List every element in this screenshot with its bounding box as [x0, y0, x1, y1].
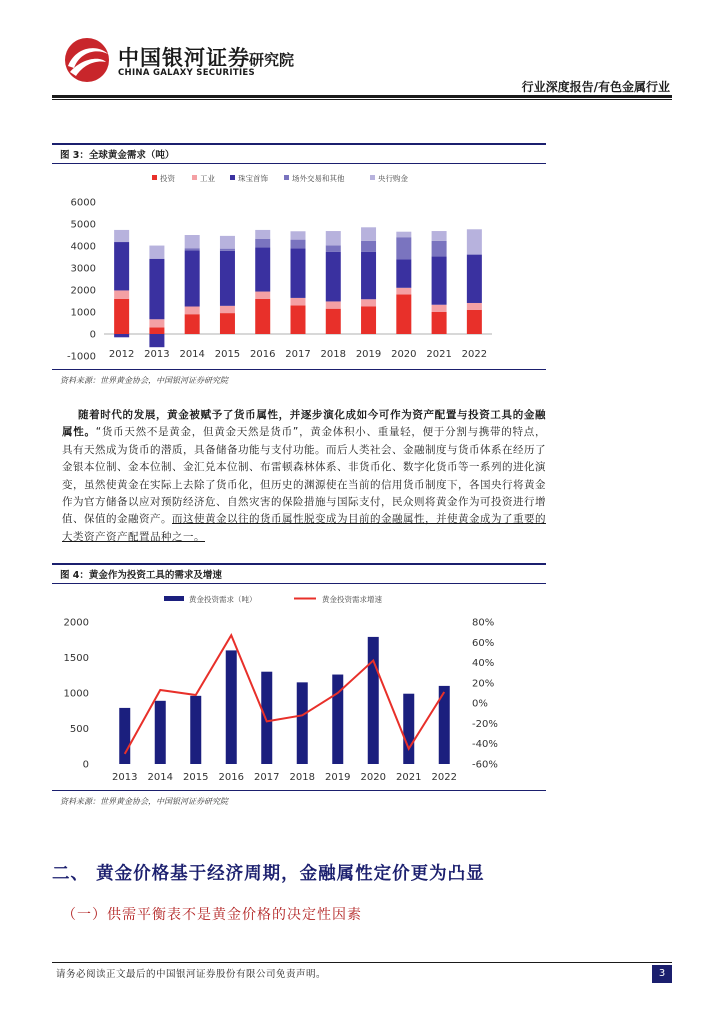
legend-swatch-4 [370, 175, 375, 180]
bar-segment-negative [114, 334, 129, 337]
bar-segment-4 [396, 232, 411, 238]
paragraph-body: “货币天然不是黄金，但黄金天然是货币”，黄金体积小、重量轻，便于分割与携带的特点，具有天然成为货币的潜质，具备储备功能与支付功能。而后人类社会、金融制度与货币体系在经历了金银本位制、金本位制、金汇兑本位制、布雷顿森林体系、非货币化、数字化货币等一系列的进化演变，虽然使黄金在实际上去除了货币化，但历史的渊源使在当前的信用货币制度下，各国央行将黄金作为官方储备以应对预防经济危、自然灾害的保险措施与国际支付，民众则将黄金作为可投资进行增值、保值的金融资产。 [62, 426, 547, 526]
bar-segment-2 [255, 248, 270, 292]
brand-name-cn: 中国银河证券 [118, 46, 250, 70]
figure3-top-rule [52, 143, 546, 145]
bar-segment-1 [185, 307, 200, 315]
y-left-tick-label: 1000 [63, 688, 89, 700]
y-right-tick-label: -40% [472, 739, 498, 751]
bar-segment-3 [291, 240, 306, 249]
x-tick-label: 2017 [285, 349, 311, 360]
x-tick-label: 2013 [112, 772, 138, 783]
bar-segment-1 [396, 288, 411, 295]
bar-segment-3 [255, 239, 270, 248]
investment-demand-bar [119, 708, 130, 764]
y-tick-label: 2000 [70, 285, 96, 297]
figure3-source: 资料来源：世界黄金协会，中国银河证券研究院 [60, 376, 228, 385]
figure3-title-rule [52, 163, 546, 164]
bar-segment-4 [255, 230, 270, 239]
bar-segment-0 [361, 307, 376, 335]
gold-investment-demand-chart [52, 586, 546, 788]
bar-segment-3 [432, 241, 447, 256]
y-tick-label: 3000 [70, 263, 96, 275]
legend-swatch-2 [230, 175, 235, 180]
y-tick-label: 0 [89, 329, 96, 341]
x-tick-label: 2019 [355, 349, 382, 360]
y-left-tick-label: 1500 [63, 653, 89, 664]
bar-segment-4 [467, 229, 482, 254]
legend-label-0: 投资 [160, 174, 175, 183]
figure3-title: 图 3：全球黄金需求（吨） [60, 150, 175, 161]
investment-demand-bar [368, 637, 379, 764]
legend-label-4: 央行购金 [378, 174, 408, 183]
brand-name-en: CHINA GALAXY SECURITIES [118, 68, 255, 78]
galaxy-logo-icon [62, 36, 112, 84]
x-tick-label: 2013 [144, 349, 170, 360]
bar-segment-0 [185, 314, 200, 334]
bar-segment-0 [149, 327, 164, 334]
bar-segment-2 [432, 256, 447, 304]
x-tick-label: 2020 [360, 772, 386, 783]
legend-label-2: 珠宝首饰 [238, 174, 268, 183]
investment-demand-bar [297, 682, 308, 764]
y-left-tick-label: 0 [82, 759, 89, 771]
figure4-title-rule [52, 583, 546, 584]
bar-segment-negative [149, 334, 164, 347]
x-tick-label: 2016 [218, 772, 244, 783]
bar-segment-0 [114, 299, 129, 334]
legend-swatch-0 [152, 175, 157, 180]
investment-demand-bar [155, 701, 166, 764]
bar-segment-0 [467, 310, 482, 334]
bar-segment-2 [291, 248, 306, 297]
bar-segment-3 [396, 237, 411, 259]
x-tick-label: 2022 [431, 772, 457, 783]
bar-segment-2 [220, 251, 235, 306]
bar-segment-3 [220, 249, 235, 251]
growth-rate-line [125, 635, 445, 754]
y-right-tick-label: 60% [472, 637, 495, 649]
legend-label-line: 黄金投资需求增速 [322, 595, 382, 604]
gold-demand-stacked-chart [52, 166, 546, 366]
bar-segment-4 [114, 230, 129, 242]
y-right-tick-label: 20% [472, 678, 495, 690]
x-tick-label: 2018 [289, 772, 315, 783]
bar-segment-0 [220, 313, 235, 334]
bar-segment-2 [326, 252, 341, 302]
y-tick-label: 6000 [70, 197, 96, 209]
bar-segment-1 [432, 305, 447, 312]
bar-segment-0 [396, 294, 411, 334]
bar-segment-1 [114, 290, 129, 298]
bar-segment-4 [361, 227, 376, 241]
investment-demand-bar [332, 675, 343, 764]
bar-segment-2 [149, 259, 164, 320]
bar-segment-2 [114, 242, 129, 290]
figure4-bottom-rule [52, 790, 546, 791]
x-tick-label: 2017 [254, 772, 280, 783]
investment-demand-bar [403, 694, 414, 764]
y-right-tick-label: -60% [472, 759, 498, 771]
bar-segment-0 [432, 312, 447, 334]
x-tick-label: 2016 [250, 349, 276, 360]
y-tick-label: 4000 [70, 241, 96, 253]
report-type-label: 行业深度报告/有色金属行业 [521, 80, 670, 94]
header-rule-thin [52, 99, 672, 100]
bar-segment-1 [255, 292, 270, 299]
bar-segment-2 [361, 252, 376, 299]
x-tick-label: 2015 [183, 772, 209, 783]
x-tick-label: 2021 [426, 349, 452, 360]
legend-label-bar: 黄金投资需求（吨） [189, 595, 257, 604]
paragraph-bold-lead: 随着时代的发展，黄金被赋予了货币属性，并逐步演化成如今可作为资产配置与投资工具的金融属性。 [62, 409, 547, 439]
x-tick-label: 2020 [391, 349, 417, 360]
y-tick-label: 1000 [70, 307, 96, 319]
figure4-top-rule [52, 563, 546, 565]
legend-swatch-3 [284, 175, 289, 180]
investment-demand-bar [190, 696, 201, 764]
y-right-tick-label: 80% [472, 617, 495, 629]
bar-segment-1 [467, 303, 482, 310]
bar-segment-0 [291, 305, 306, 334]
bar-segment-1 [291, 298, 306, 305]
figure4-source: 资料来源：世界黄金协会，中国银河证券研究院 [60, 797, 228, 806]
bar-segment-4 [220, 236, 235, 249]
page-number: 3 [652, 965, 672, 983]
institute-name: 研究院 [249, 51, 295, 69]
figure4-title: 图 4：黄金作为投资工具的需求及增速 [60, 570, 222, 581]
bar-segment-3 [326, 245, 341, 252]
legend-label-3: 场外交易和其他 [292, 174, 345, 183]
bar-segment-1 [361, 299, 376, 306]
investment-demand-bar [226, 650, 237, 764]
bar-segment-1 [149, 319, 164, 327]
legend-label-1: 工业 [200, 174, 215, 183]
paragraph-underlined: 而这使黄金以往的货币属性脱变成为目前的金融属性，并使黄金成为了重要的大类资产资产配置品种之一。 [62, 513, 546, 543]
figure3-bottom-rule [52, 369, 546, 370]
y-right-tick-label: 0% [472, 698, 488, 710]
x-tick-label: 2022 [461, 349, 488, 360]
y-tick-label: 5000 [70, 219, 96, 231]
footer-rule [52, 962, 672, 963]
x-tick-label: 2015 [214, 349, 241, 360]
y-right-tick-label: -20% [472, 718, 498, 730]
bar-segment-2 [185, 250, 200, 306]
bar-segment-2 [396, 259, 411, 288]
bar-segment-0 [255, 299, 270, 334]
bar-segment-4 [185, 235, 200, 248]
x-tick-label: 2018 [320, 349, 346, 360]
bar-segment-3 [361, 241, 376, 252]
x-tick-label: 2012 [108, 349, 135, 360]
investment-demand-bar [261, 672, 272, 764]
bar-segment-4 [149, 246, 164, 259]
x-tick-label: 2014 [147, 772, 173, 783]
section-title: 二、 黄金价格基于经济周期，金融属性定价更为凸显 [52, 864, 485, 884]
subsection-title: （一）供需平衡表不是黄金价格的决定性因素 [62, 907, 362, 923]
bar-segment-4 [326, 231, 341, 245]
legend-swatch-1 [192, 175, 197, 180]
y-left-tick-label: 500 [69, 724, 89, 735]
bar-segment-1 [220, 306, 235, 313]
bar-segment-0 [326, 309, 341, 334]
x-tick-label: 2021 [396, 772, 422, 783]
bar-segment-2 [467, 255, 482, 303]
body-paragraph [62, 407, 546, 546]
y-left-tick-label: 2000 [63, 617, 89, 629]
x-tick-label: 2019 [325, 772, 351, 783]
bar-segment-4 [291, 231, 306, 239]
bar-segment-1 [326, 301, 341, 308]
bar-segment-4 [432, 231, 447, 241]
header-rule [52, 95, 672, 98]
bar-segment-3 [185, 248, 200, 250]
y-tick-label: -1000 [66, 351, 96, 363]
x-tick-label: 2014 [179, 349, 205, 360]
footer-disclaimer: 请务必阅读正文最后的中国银河证券股份有限公司免责声明。 [56, 969, 327, 980]
y-right-tick-label: 40% [472, 658, 495, 670]
legend-swatch-bar [164, 596, 184, 601]
